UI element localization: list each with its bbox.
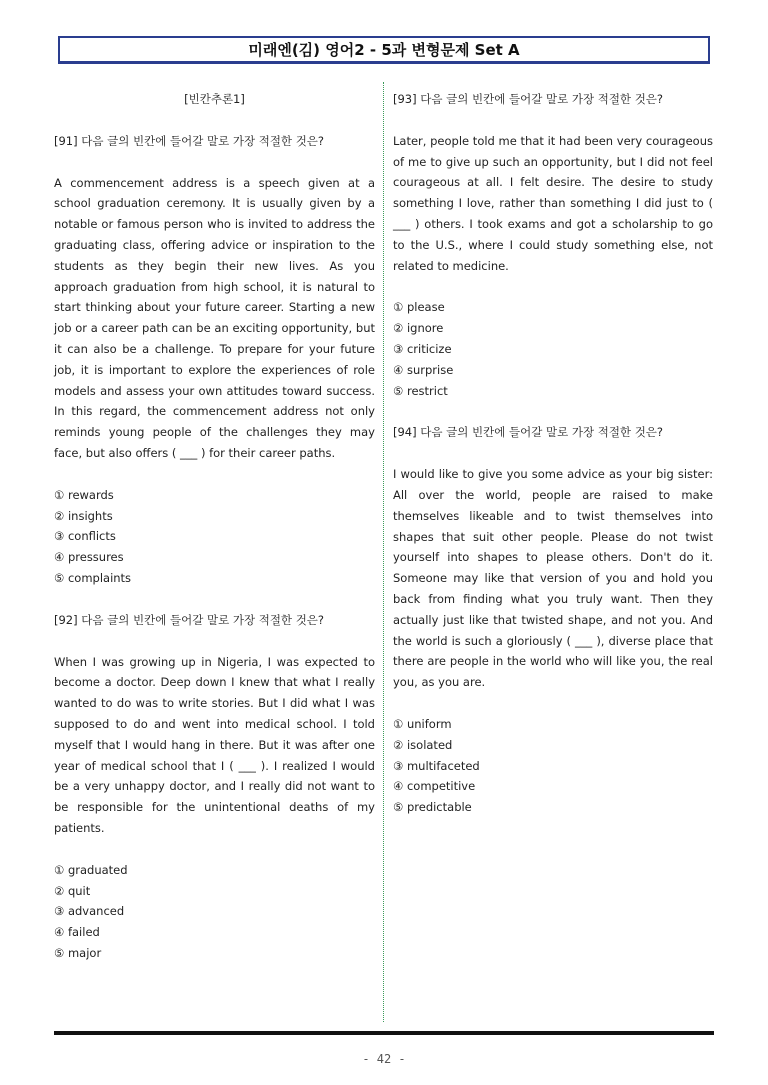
answer-option[interactable]: ③ criticize xyxy=(393,341,452,356)
question-passage: Later, people told me that it had been very courageous of me to give up such an opportunity, but I did not feel courageous at all. I felt desire. The desire to study something I love, rather than something I did just to ( ___ ) others. I took exams and got a scholarship to go to the U.S., where I could study something else, not related to medicine. xyxy=(393,133,713,273)
footer-rule xyxy=(54,1031,714,1035)
answer-option[interactable]: ③ multifaceted xyxy=(393,758,480,773)
question-passage: A commencement address is a speech given at a school graduation ceremony. It is usually given by a notable or famous person who is invited to address the graduating class, offering advice or inspiration to the students as they begin their new lives. As you approach graduation from high school, it is natural to start thinking about your future career. Starting a new job or a career path can be an exciting opportunity, but it can also be a challenge. To prepare for your future job, it is important to explore the experiences of role models and assess your own attitudes toward success. In this regard, the commencement address not only reminds young people of the challenges they may face, but also offers ( ___ ) for their career paths. xyxy=(54,175,375,460)
question-passage: I would like to give you some advice as your big sister: All over the world, people are raised to make themselves likeable and to twist themselves into shapes that suit other people. Please do not twist yourself into shapes to please others. Don't do it. Someone may like that version of you and hold you back from finding what you truly want. Then they actually just like that twisted shape, and not you. And the world is such a gloriously ( ___ ), diverse place that there are people in the world who will like you, the real you, as you are. xyxy=(393,467,713,690)
left-column xyxy=(54,89,375,985)
column-divider xyxy=(383,82,384,1022)
answer-option[interactable]: ① please xyxy=(393,300,445,315)
page-number: - 42 - xyxy=(362,1052,406,1066)
answer-option[interactable]: ② insights xyxy=(54,508,113,523)
answer-option[interactable]: ② isolated xyxy=(393,737,453,752)
answer-options xyxy=(54,485,375,589)
question-92 xyxy=(54,610,375,964)
answer-option[interactable]: ⑤ predictable xyxy=(393,800,472,815)
answer-option[interactable]: ① uniform xyxy=(393,716,452,731)
answer-option[interactable]: ② ignore xyxy=(393,321,444,336)
answer-option[interactable]: ⑤ restrict xyxy=(393,383,448,398)
answer-option[interactable]: ④ pressures xyxy=(54,550,124,565)
answer-option[interactable]: ⑤ complaints xyxy=(54,570,132,585)
question-91 xyxy=(54,131,375,589)
answer-option[interactable]: ① graduated xyxy=(54,862,128,877)
answer-option[interactable]: ③ conflicts xyxy=(54,529,116,544)
answer-option[interactable]: ② quit xyxy=(54,883,91,898)
question-title: [92] 다음 글의 빈칸에 들어갈 말로 가장 적절한 것은? xyxy=(54,612,325,627)
answer-option[interactable]: ④ failed xyxy=(54,925,100,940)
answer-options xyxy=(393,714,713,818)
answer-option[interactable]: ④ surprise xyxy=(393,362,454,377)
question-passage: When I was growing up in Nigeria, I was expected to become a doctor. Deep down I knew that what I really wanted to do was to write stories. But I did what I was supposed to do and went into medical school. I told myself that I would hang in there. But it was after one year of medical school that I ( ___ ). I realized I would be a very unhappy doctor, and I really did not want to be responsible for the unintentional deaths of my patients. xyxy=(54,654,375,835)
answer-option[interactable]: ⑤ major xyxy=(54,945,102,960)
question-title: [91] 다음 글의 빈칸에 들어갈 말로 가장 적절한 것은? xyxy=(54,133,325,148)
question-93 xyxy=(393,89,713,401)
section-title: [빈칸추론1] xyxy=(184,92,245,106)
question-title: [93] 다음 글의 빈칸에 들어갈 말로 가장 적절한 것은? xyxy=(393,92,664,106)
answer-option[interactable]: ① rewards xyxy=(54,487,114,502)
question-title: [94] 다음 글의 빈칸에 들어갈 말로 가장 적절한 것은? xyxy=(393,425,664,440)
header-box xyxy=(58,36,710,64)
right-column xyxy=(393,89,713,839)
page-title: 미래엔(김) 영어2 - 5과 변형문제 Set A xyxy=(248,41,520,59)
answer-options xyxy=(393,297,713,401)
answer-option[interactable]: ④ competitive xyxy=(393,779,476,794)
answer-option[interactable]: ③ advanced xyxy=(54,904,125,919)
question-94 xyxy=(393,422,713,818)
answer-options xyxy=(54,860,375,964)
